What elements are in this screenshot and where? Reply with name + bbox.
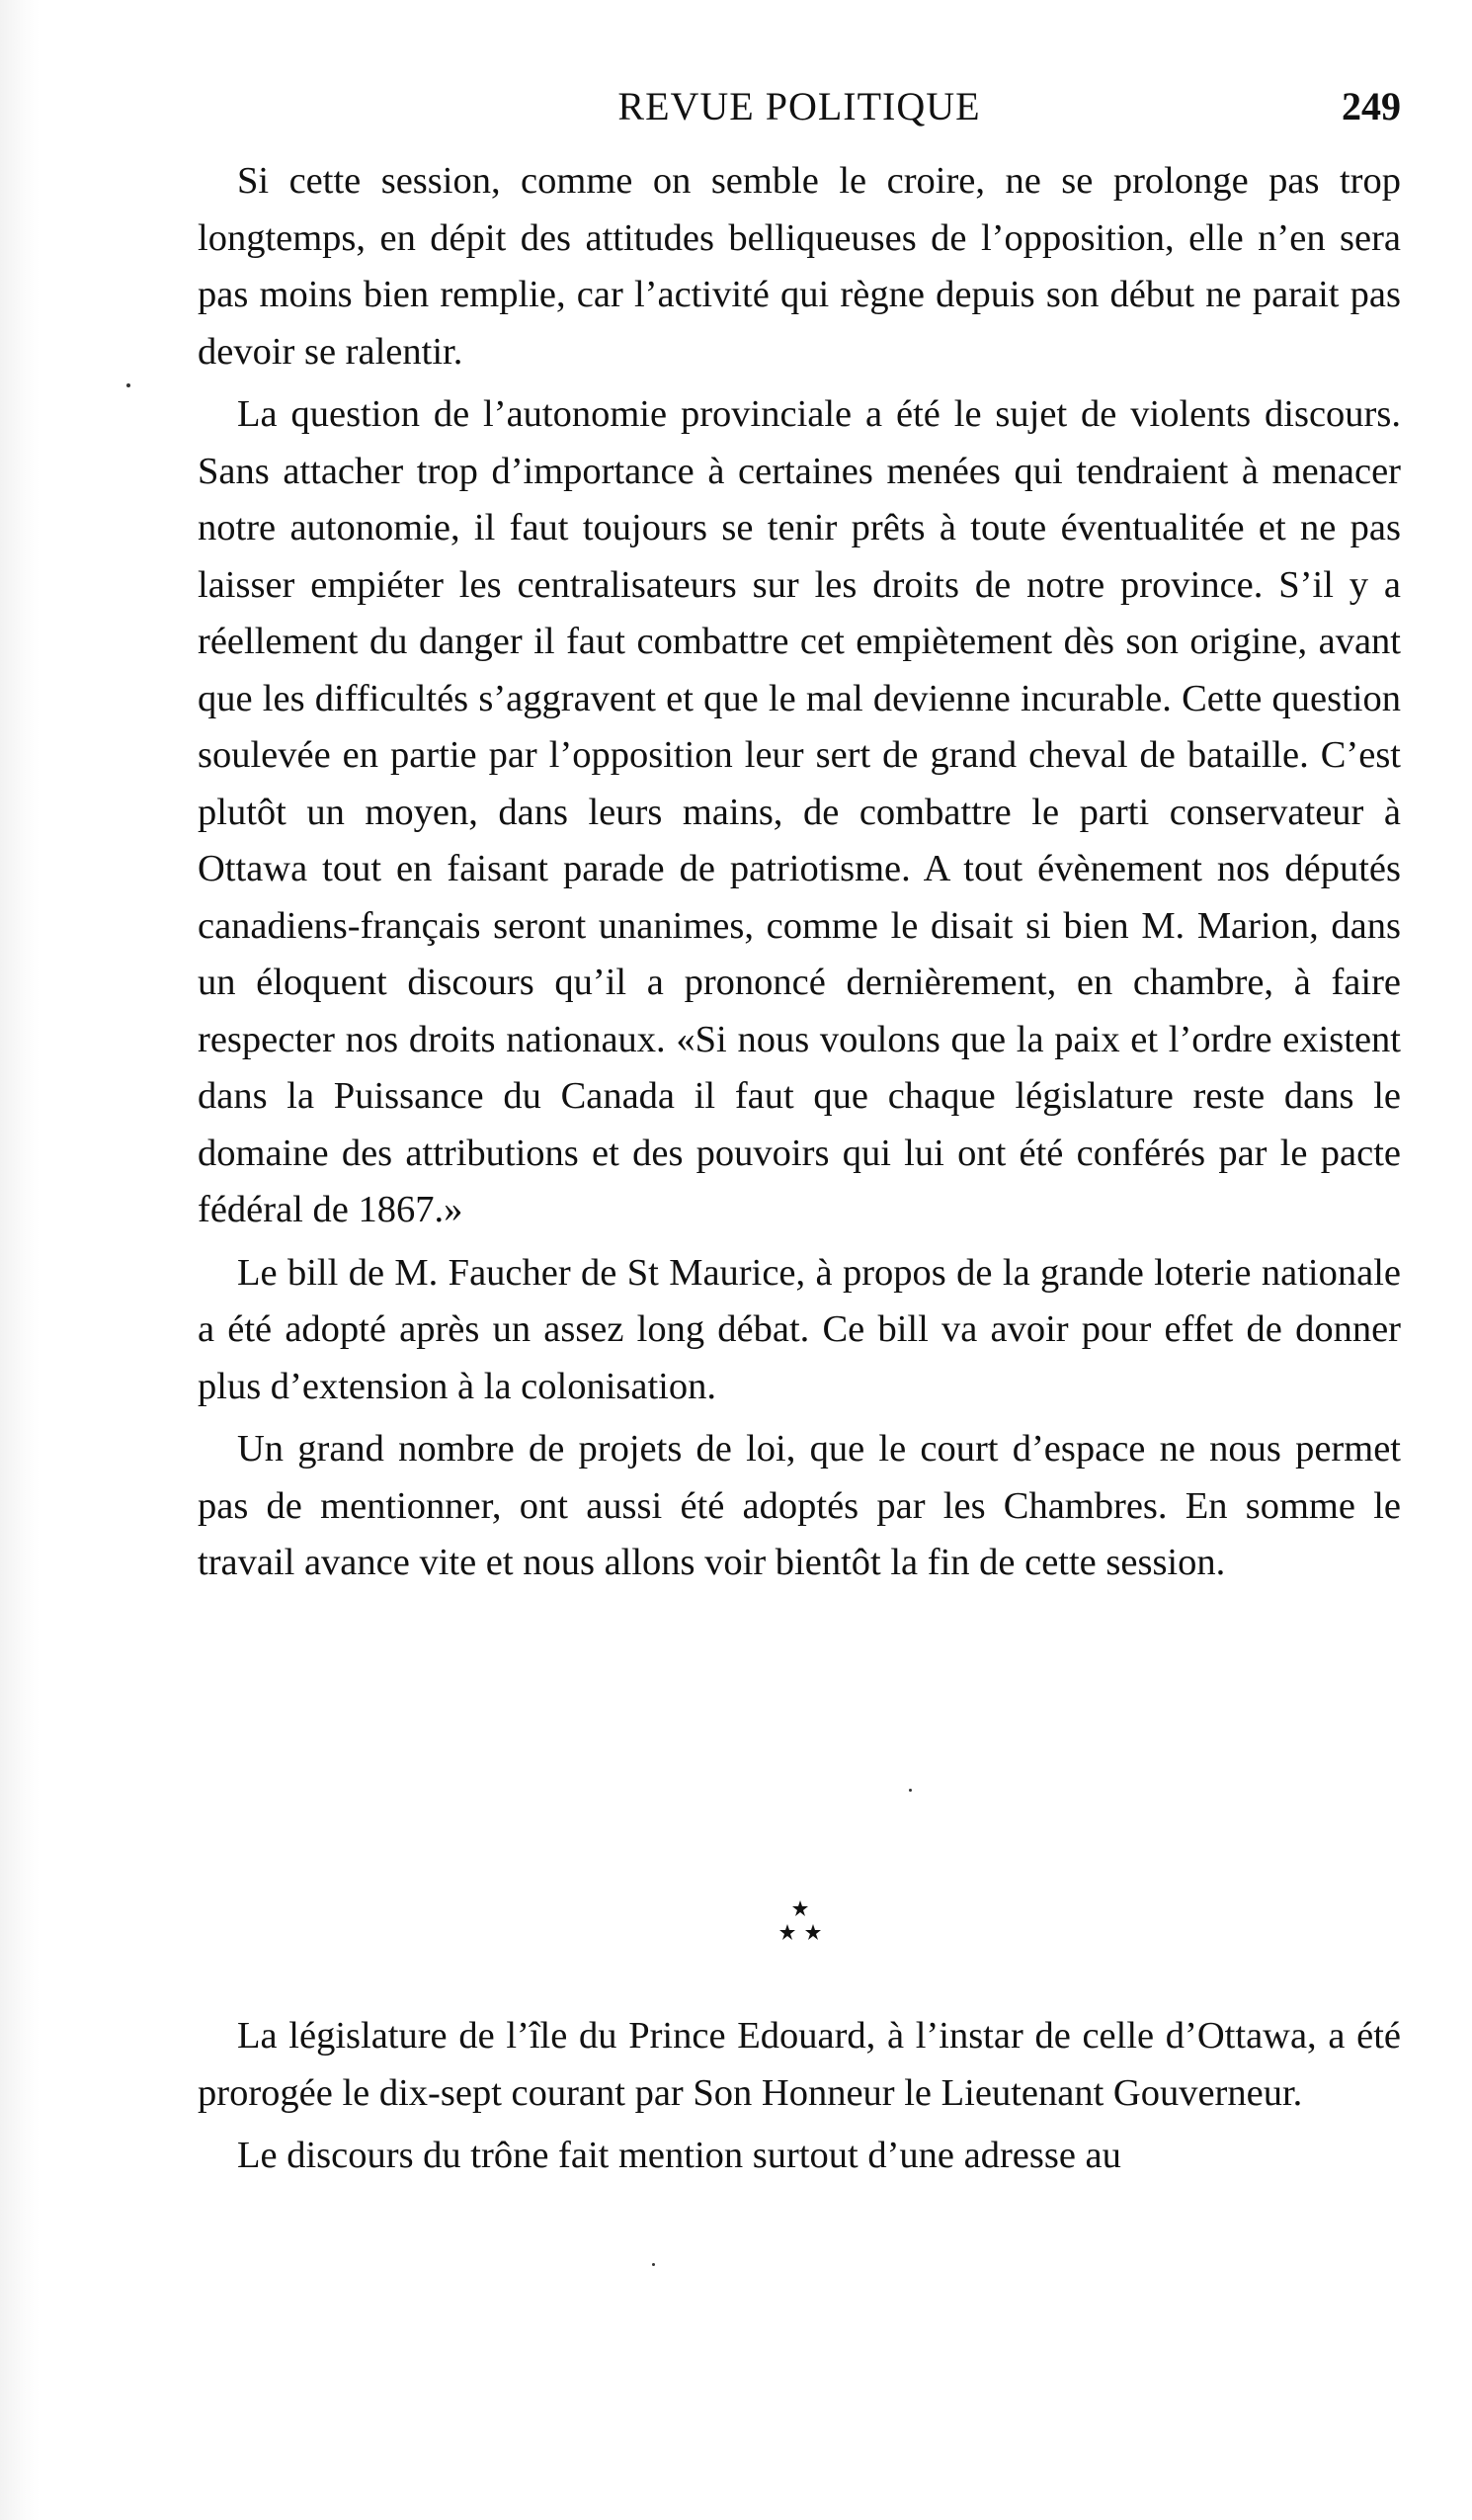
asterism-separator <box>776 1897 825 1947</box>
paragraph-projets-de-loi: Un grand nombre de projets de loi, que le court d’espace ne nous permet pas de mentionner, ont aussi été adoptés par les Chambres. En somme le travail avance vite et nous allons voir bientôt la fin de cette session. <box>198 1428 1401 1583</box>
article-body-bottom <box>198 2008 1401 2185</box>
page-header <box>198 77 1401 136</box>
running-title: REVUE POLITIQUE <box>617 84 981 128</box>
print-speck <box>909 1789 912 1792</box>
paragraph-session: Si cette session, comme on semble le croire, ne se prolonge pas trop longtemps, en dépit des attitudes belliqueuses de l’opposition, elle n’en sera pas moins bien remplie, car l’activité qui règne depuis son début ne parait pas devoir se ralentir. <box>198 160 1401 373</box>
paragraph-discours-trone: Le discours du trône fait mention surtout d’une adresse au <box>237 2135 1121 2176</box>
paragraph-autonomie: La question de l’autonomie provinciale a été le sujet de violents discours. Sans attacher trop d’importance à certaines menées qui tendraient à menacer notre autonomie, il faut toujours se tenir prêts à toute éventualitée et ne pas laisser empiéter les centralisateurs sur les droits de notre province. S’il y a réellement du danger il faut combattre cet empiètement dès son origine, avant que les difficultés s’aggravent et que le mal devienne incurable. Cette question soulevée en partie par l’opposition leur sert de grand cheval de bataille. C’est plutôt un moyen, dans leurs mains, de combattre le parti conservateur à Ottawa tout en faisant parade de patriotisme. A tout évènement nos députés canadiens-français seront unanimes, comme le disait si bien M. Marion, dans un éloquent discours qu’il a prononcé dernièrement, en chambre, à faire respecter nos droits nationaux. «Si nous voulons que la paix et l’ordre existent dans la Puissance du Canada il faut que chaque législature reste dans le domaine des attributions et des pouvoirs qui lui ont été conférés par le pacte fédéral de 1867.» <box>198 393 1401 1230</box>
print-speck <box>126 383 130 387</box>
print-speck <box>652 2263 655 2266</box>
asterism-icon <box>776 1897 825 1947</box>
paragraph-ile-prince-edouard: La législature de l’île du Prince Edouard, à l’instar de celle d’Ottawa, a été prorogée le dix-sept courant par Son Honneur le Lieutenant Gouverneur. <box>198 2015 1401 2114</box>
page-number: 249 <box>1342 84 1401 128</box>
page-gutter-shadow <box>0 0 40 2520</box>
article-body-top <box>198 153 1401 1592</box>
paragraph-bill-faucher: Le bill de M. Faucher de St Maurice, à propos de la grande loterie nationale a été adopté après un assez long débat. Ce bill va avoir pour effet de donner plus d’extension à la colonisation. <box>198 1251 1401 1407</box>
